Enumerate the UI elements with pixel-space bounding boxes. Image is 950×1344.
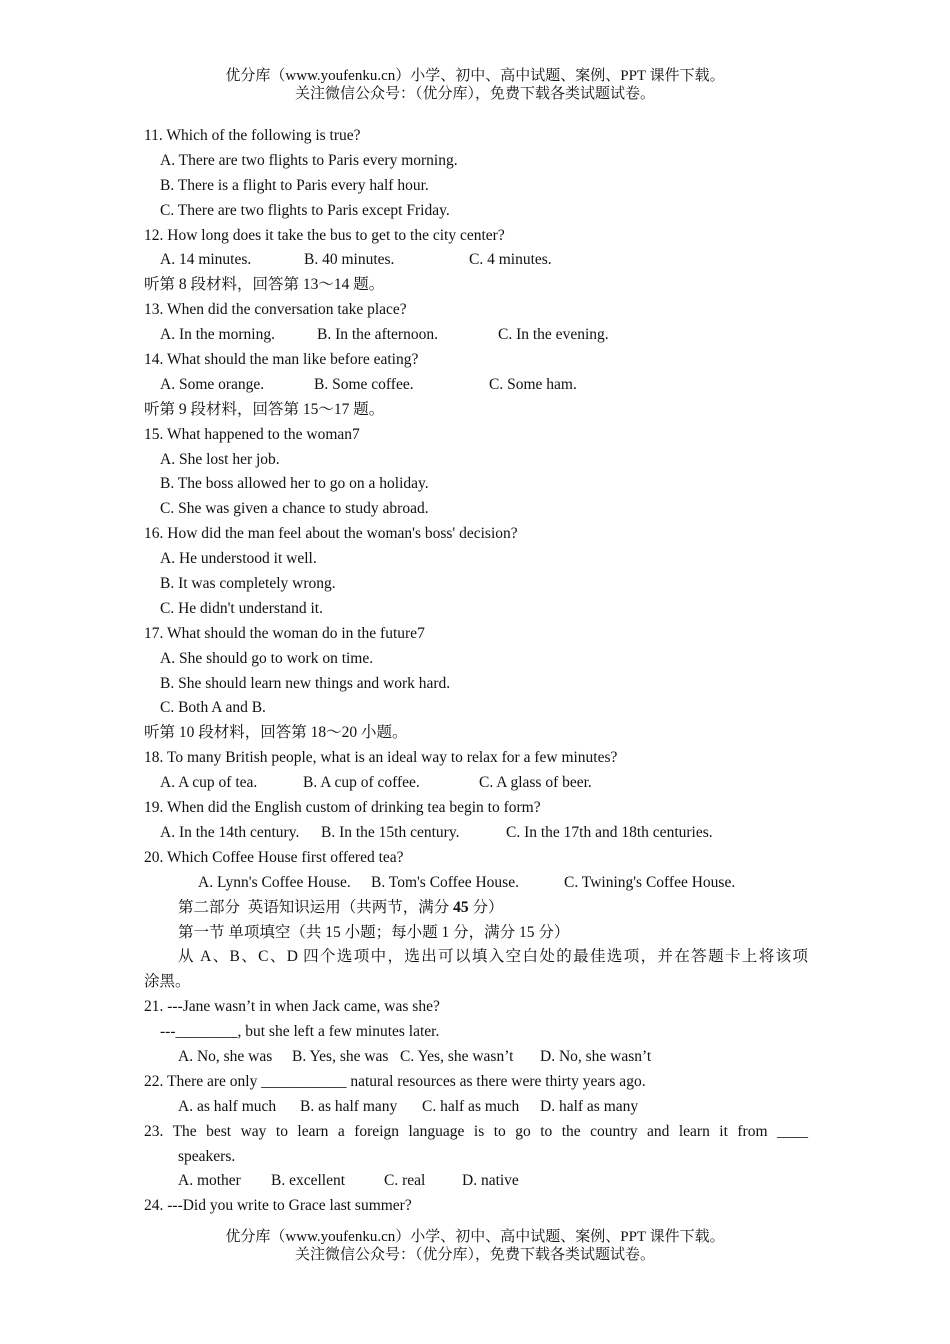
question-17-option-c: C. Both A and B. (160, 699, 266, 717)
question-21-reply: ---________, but she left a few minutes later. (160, 1023, 440, 1041)
question-21-option-b: B. Yes, she was (292, 1047, 389, 1065)
question-21-option-d: D. No, she wasn’t (540, 1047, 652, 1065)
question-23-option-b: B. excellent (271, 1172, 346, 1190)
question-15-option-c: C. She was given a chance to study abroad. (160, 500, 429, 518)
question-17-stem: 17. What should the woman do in the future7 (144, 624, 425, 642)
question-23-stem-line-1: 23. The best way to learn a foreign language is to go to the country and learn it from ____ (144, 1122, 808, 1140)
question-11-option-c: C. There are two flights to Paris except Friday. (160, 201, 450, 219)
question-12-option-b: B. 40 minutes. (304, 251, 395, 269)
question-14-option-b: B. Some coffee. (314, 375, 414, 393)
question-20-option-b: B. Tom's Coffee House. (371, 873, 519, 891)
question-18-stem: 18. To many British people, what is an ideal way to relax for a few minutes? (144, 749, 618, 767)
page-content (144, 124, 808, 1219)
listening-instruction-8: 听第 8 段材料，回答第 13～14 题。 (144, 276, 385, 294)
question-19-option-c: C. In the 17th and 18th centuries. (506, 823, 713, 841)
question-20-stem: 20. Which Coffee House first offered tea? (144, 848, 404, 866)
question-16-option-b: B. It was completely wrong. (160, 575, 336, 593)
question-19-stem: 19. When did the English custom of drinking tea begin to form? (144, 799, 541, 817)
question-21-stem: 21. ---Jane wasn’t in when Jack came, was she? (144, 998, 440, 1016)
question-13-option-c: C. In the evening. (498, 326, 609, 344)
question-12-options (144, 248, 808, 273)
question-22-option-c: C. half as much (422, 1097, 520, 1115)
question-23-stem-line-2: speakers. (178, 1147, 236, 1165)
question-15-option-a: A. She lost her job. (160, 450, 280, 468)
part-2-heading-post: 分） (468, 898, 504, 916)
listening-instruction-10: 听第 10 段材料，回答第 18～20 小题。 (144, 724, 408, 742)
question-20-option-c: C. Twining's Coffee House. (564, 873, 736, 891)
question-18-option-b: B. A cup of coffee. (303, 774, 420, 792)
question-17-option-a: A. She should go to work on time. (160, 649, 374, 667)
part-2-heading-pre: 第二部分 英语知识运用（共两节，满分 (178, 898, 454, 916)
question-11-stem: 11. Which of the following is true? (144, 127, 361, 144)
question-16-option-a: A. He understood it well. (160, 550, 317, 568)
question-13-options (144, 323, 808, 348)
question-22-option-a: A. as half much (178, 1097, 277, 1115)
header-line-1: 优分库（www.youfenku.cn）小学、初中、高中试题、案例、PPT 课件下载。 (225, 68, 725, 84)
listening-instruction-9: 听第 9 段材料，回答第 15～17 题。 (144, 400, 385, 418)
question-19-option-b: B. In the 15th century. (321, 823, 460, 841)
part-2-score: 45 (453, 898, 469, 916)
question-19-option-a: A. In the 14th century. (160, 823, 300, 841)
question-13-stem: 13. When did the conversation take place? (144, 301, 407, 319)
page-header (0, 67, 950, 103)
question-16-option-c: C. He didn't understand it. (160, 599, 323, 617)
question-20-options (144, 871, 808, 896)
question-23-option-c: C. real (384, 1172, 426, 1190)
question-23-option-a: A. mother (178, 1172, 241, 1190)
instructions-line-2: 涂黑。 (144, 973, 191, 991)
header-line-2: 关注微信公众号：（优分库），免费下载各类试题试卷。 (294, 86, 655, 102)
question-12-stem: 12. How long does it take the bus to get to the city center? (144, 226, 505, 244)
question-14-stem: 14. What should the man like before eating? (144, 351, 419, 369)
question-22-stem: 22. There are only ___________ natural resources as there were thirty years ago. (144, 1072, 646, 1090)
question-23-option-d: D. native (462, 1172, 519, 1190)
instructions-line-1: 从 A、B、C、D 四个选项中，选出可以填入空白处的最佳选项，并在答题卡上将该项 (178, 948, 808, 966)
question-19-options (144, 821, 808, 846)
section-1-heading: 第一节 单项填空（共 15 小题；每小题 1 分，满分 15 分） (178, 923, 570, 941)
footer-line-1: 优分库（www.youfenku.cn）小学、初中、高中试题、案例、PPT 课件下载。 (225, 1229, 725, 1245)
question-15-stem: 15. What happened to the woman7 (144, 425, 360, 443)
question-21-option-c: C. Yes, she wasn’t (400, 1047, 514, 1065)
part-2-heading (144, 896, 808, 921)
question-18-option-a: A. A cup of tea. (160, 774, 258, 792)
question-23-options (144, 1169, 808, 1194)
question-14-option-c: C. Some ham. (489, 375, 577, 393)
question-15-option-b: B. The boss allowed her to go on a holiday. (160, 475, 429, 493)
question-18-option-c: C. A glass of beer. (479, 774, 592, 792)
question-21-option-a: A. No, she was (178, 1047, 273, 1065)
question-22-options (144, 1095, 808, 1120)
footer-line-2: 关注微信公众号：（优分库），免费下载各类试题试卷。 (294, 1247, 655, 1263)
page-footer (0, 1228, 950, 1264)
question-18-options (144, 771, 808, 796)
question-12-option-a: A. 14 minutes. (160, 251, 252, 269)
question-22-option-d: D. half as many (540, 1097, 639, 1115)
question-17-option-b: B. She should learn new things and work hard. (160, 674, 451, 692)
question-12-option-c: C. 4 minutes. (469, 251, 552, 269)
question-22-option-b: B. as half many (300, 1097, 398, 1115)
question-16-stem: 16. How did the man feel about the woman's boss' decision? (144, 525, 518, 543)
question-11-option-b: B. There is a flight to Paris every half hour. (160, 176, 429, 194)
question-13-option-b: B. In the afternoon. (317, 326, 438, 344)
question-24-stem: 24. ---Did you write to Grace last summer? (144, 1197, 412, 1215)
question-14-option-a: A. Some orange. (160, 375, 265, 393)
question-11-option-a: A. There are two flights to Paris every morning. (160, 151, 458, 169)
question-21-options (144, 1045, 808, 1070)
question-14-options (144, 373, 808, 398)
question-13-option-a: A. In the morning. (160, 326, 275, 344)
question-20-option-a: A. Lynn's Coffee House. (198, 873, 351, 891)
